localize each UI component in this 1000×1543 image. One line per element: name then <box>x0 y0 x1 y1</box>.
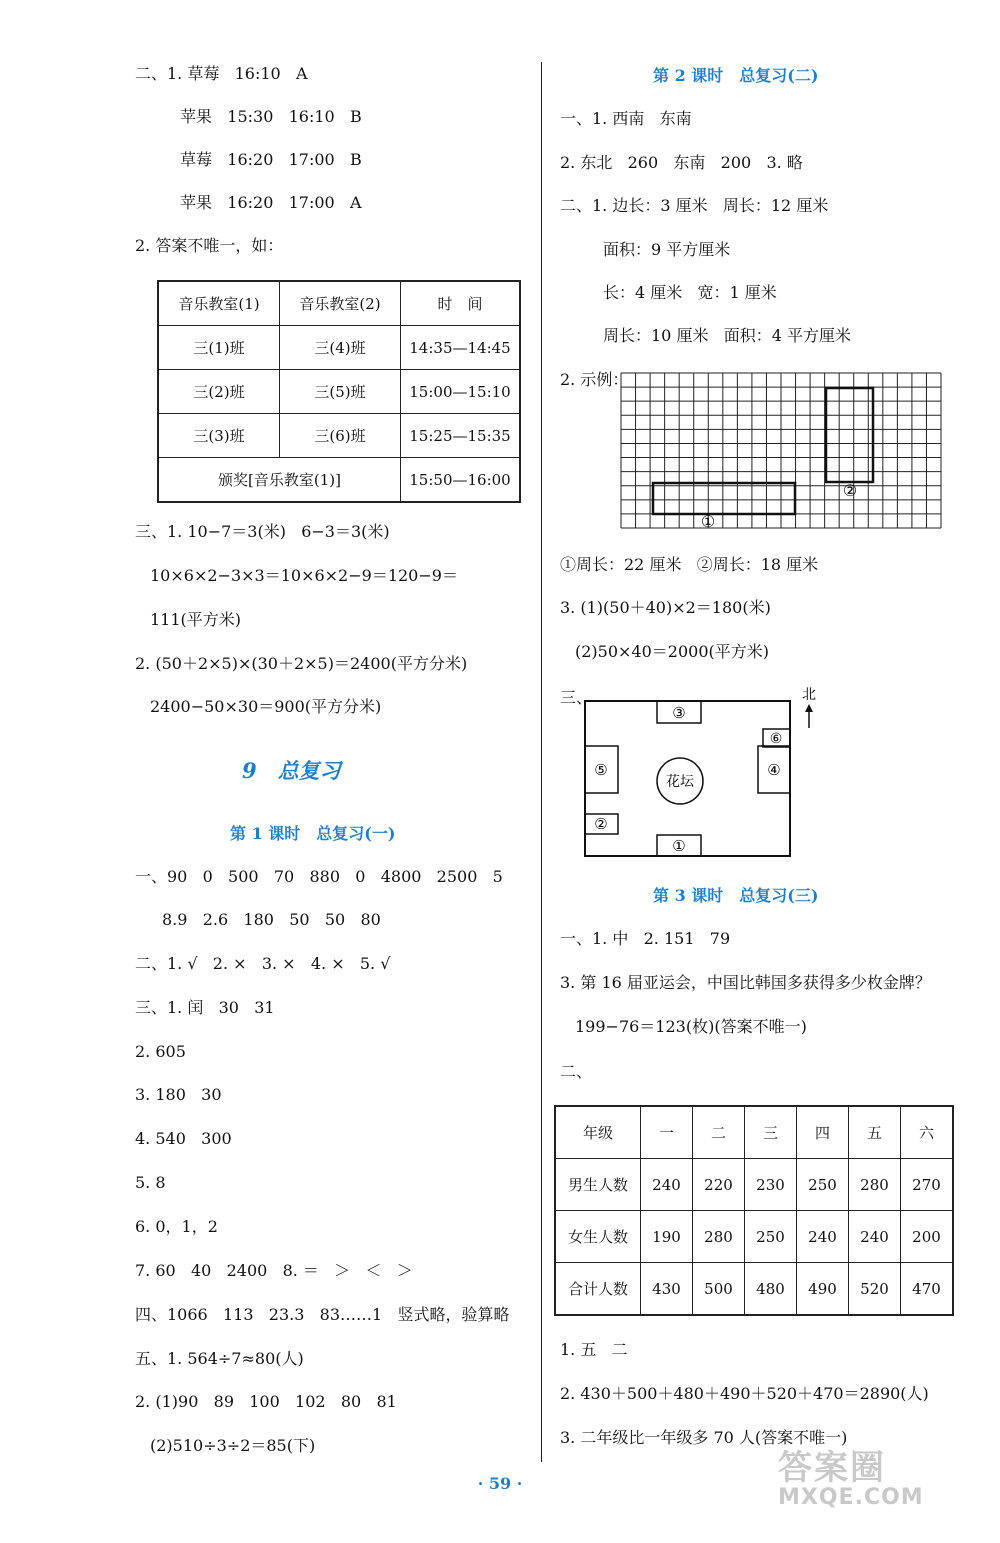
watermark-logo: 答案圈 <box>778 1448 886 1488</box>
table-header-cell: 六 <box>901 1106 954 1159</box>
answer-line: 3. 二年级比一年级多 70 人(答案不唯一) <box>560 1428 848 1447</box>
answer-line: 2. 示例： <box>560 370 629 389</box>
answer-line: 一、90 0 500 70 880 0 4800 2500 5 <box>135 867 503 886</box>
answer-line: (2)510÷3÷2＝85(下) <box>150 1436 316 1455</box>
answer-line: 5. 8 <box>135 1173 166 1192</box>
grid-label: ② <box>842 481 858 500</box>
answer-line: 二、1. 边长：3 厘米 周长：12 厘米 <box>560 196 829 215</box>
answer-line: 10×6×2−3×3＝10×6×2−9＝120−9＝ <box>150 566 458 585</box>
answer-line: 三、1. 10−7＝3(米) 6−3＝3(米) <box>135 522 390 541</box>
answer-line: 三、 <box>560 688 593 707</box>
answer-line: 苹果 16:20 17:00 A <box>180 193 362 212</box>
answer-line: 3. 第 16 届亚运会，中国比韩国多获得多少枚金牌？ <box>560 973 931 992</box>
watermark <box>778 1440 924 1510</box>
lesson-title: 第 2 课时 总复习(二) <box>653 66 819 85</box>
lesson-title: 第 1 课时 总复习(一) <box>230 824 396 843</box>
answer-line: 面积：9 平方厘米 <box>603 240 731 259</box>
table-header-cell: 二 <box>693 1106 745 1159</box>
chapter-title: 9 总复习 <box>242 758 341 783</box>
table-cell: 500 <box>693 1263 745 1316</box>
answer-line: 三、1. 闰 30 31 <box>135 998 275 1017</box>
answer-line: 111(平方米) <box>150 610 242 629</box>
table-header-cell: 音乐教室(1) <box>158 281 280 326</box>
table-header-cell: 五 <box>849 1106 901 1159</box>
table-cell: 15:50—16:00 <box>401 458 521 503</box>
table-header-cell: 音乐教室(2) <box>280 281 401 326</box>
table-header-cell: 三 <box>745 1106 797 1159</box>
answer-line: 二、1. √ 2. × 3. × 4. × 5. √ <box>135 954 391 973</box>
table-cell: 女生人数 <box>555 1211 641 1263</box>
lesson-title: 第 3 课时 总复习(三) <box>653 886 819 905</box>
table-header-cell: 时 间 <box>401 281 521 326</box>
answer-line: 8.9 2.6 180 50 50 80 <box>162 910 381 929</box>
table-cell: 280 <box>693 1211 745 1263</box>
table-header-cell: 年级 <box>555 1106 641 1159</box>
map-label: ⑥ <box>769 731 783 747</box>
table-cell: 200 <box>901 1211 954 1263</box>
map-label: ⑤ <box>594 761 608 779</box>
table-cell: 220 <box>693 1159 745 1211</box>
answer-line: 2. (1)90 89 100 102 80 81 <box>135 1392 397 1411</box>
table-cell: 三(4)班 <box>280 326 401 370</box>
table-cell: 280 <box>849 1159 901 1211</box>
table-cell: 15:25—15:35 <box>401 414 521 458</box>
answer-line: 6. 0，1，2 <box>135 1217 218 1236</box>
table-cell: 240 <box>849 1211 901 1263</box>
answer-line: 一、1. 西南 东南 <box>560 109 692 128</box>
answer-line: 长：4 厘米 宽：1 厘米 <box>603 283 777 302</box>
table-cell: 470 <box>901 1263 954 1316</box>
answer-line: 3. 180 30 <box>135 1085 222 1104</box>
grid-label: ① <box>700 512 716 530</box>
table-cell: 270 <box>901 1159 954 1211</box>
table-cell: 430 <box>641 1263 693 1316</box>
answer-line: 199−76＝123(枚)(答案不唯一) <box>575 1017 807 1036</box>
map-label: ① <box>672 837 686 855</box>
answer-line: 2. 答案不唯一，如： <box>135 236 284 255</box>
table-cell: 490 <box>797 1263 849 1316</box>
answer-line: 二、 <box>560 1062 593 1081</box>
table-cell: 颁奖[音乐教室(1)] <box>158 458 401 503</box>
table-cell: 250 <box>797 1159 849 1211</box>
rectangle-1 <box>653 483 795 514</box>
answer-line: 2. (50＋2×5)×(30＋2×5)＝2400(平方分米) <box>135 654 468 673</box>
column-divider <box>541 62 542 1462</box>
answer-line: 五、1. 564÷7≈80(人) <box>135 1349 304 1368</box>
table-header-cell: 一 <box>641 1106 693 1159</box>
table-cell: 三(2)班 <box>158 370 280 414</box>
map-label: ② <box>594 815 608 833</box>
answer-line: 2. 430＋500＋480＋490＋520＋470＝2890(人) <box>560 1384 929 1403</box>
table-cell: 男生人数 <box>555 1159 641 1211</box>
table-cell: 240 <box>641 1159 693 1211</box>
table-header-cell: 四 <box>797 1106 849 1159</box>
answer-line: 3. (1)(50＋40)×2＝180(米) <box>560 598 771 617</box>
table-cell: 250 <box>745 1211 797 1263</box>
grid-figure <box>620 372 942 530</box>
answer-line: 7. 60 40 2400 8. ＝ ＞ ＜ ＞ <box>135 1261 413 1280</box>
table-cell: 240 <box>797 1211 849 1263</box>
map-label: ④ <box>767 761 781 779</box>
answer-line: 一、1. 中 2. 151 79 <box>560 929 731 948</box>
map-center-label: 花坛 <box>666 774 694 790</box>
answer-line: ①周长：22 厘米 ②周长：18 厘米 <box>560 555 819 574</box>
grade-table <box>554 1105 954 1316</box>
schedule-table <box>157 280 521 503</box>
table-cell: 三(5)班 <box>280 370 401 414</box>
rectangle-2 <box>826 388 873 482</box>
table-cell: 三(6)班 <box>280 414 401 458</box>
answer-line: 2. 605 <box>135 1042 186 1061</box>
table-cell: 14:35—14:45 <box>401 326 521 370</box>
answer-line: 周长：10 厘米 面积：4 平方厘米 <box>603 326 851 345</box>
table-cell: 520 <box>849 1263 901 1316</box>
table-cell: 合计人数 <box>555 1263 641 1316</box>
answer-line: 2. 东北 260 东南 200 3. 略 <box>560 153 803 172</box>
answer-line: 四、1066 113 23.3 83……1 竖式略，验算略 <box>135 1305 510 1324</box>
table-cell: 190 <box>641 1211 693 1263</box>
park-map <box>580 684 820 864</box>
answer-line: 二、1. 草莓 16:10 A <box>135 64 308 83</box>
answer-line: 苹果 15:30 16:10 B <box>180 107 362 126</box>
answer-line: 1. 五 二 <box>560 1340 628 1359</box>
answer-line: 草莓 16:20 17:00 B <box>180 150 362 169</box>
table-cell: 230 <box>745 1159 797 1211</box>
watermark-url: MXQE.COM <box>778 1485 924 1510</box>
north-arrowhead-icon <box>805 704 813 712</box>
map-label: ③ <box>672 704 686 722</box>
table-cell: 三(1)班 <box>158 326 280 370</box>
answer-line: 2400−50×30＝900(平方分米) <box>150 697 382 716</box>
table-cell: 15:00—15:10 <box>401 370 521 414</box>
answer-line: (2)50×40＝2000(平方米) <box>575 642 769 661</box>
page-number: · 59 · <box>477 1474 523 1493</box>
answer-line: 4. 540 300 <box>135 1129 232 1148</box>
table-cell: 480 <box>745 1263 797 1316</box>
north-label: 北 <box>802 687 816 703</box>
table-cell: 三(3)班 <box>158 414 280 458</box>
